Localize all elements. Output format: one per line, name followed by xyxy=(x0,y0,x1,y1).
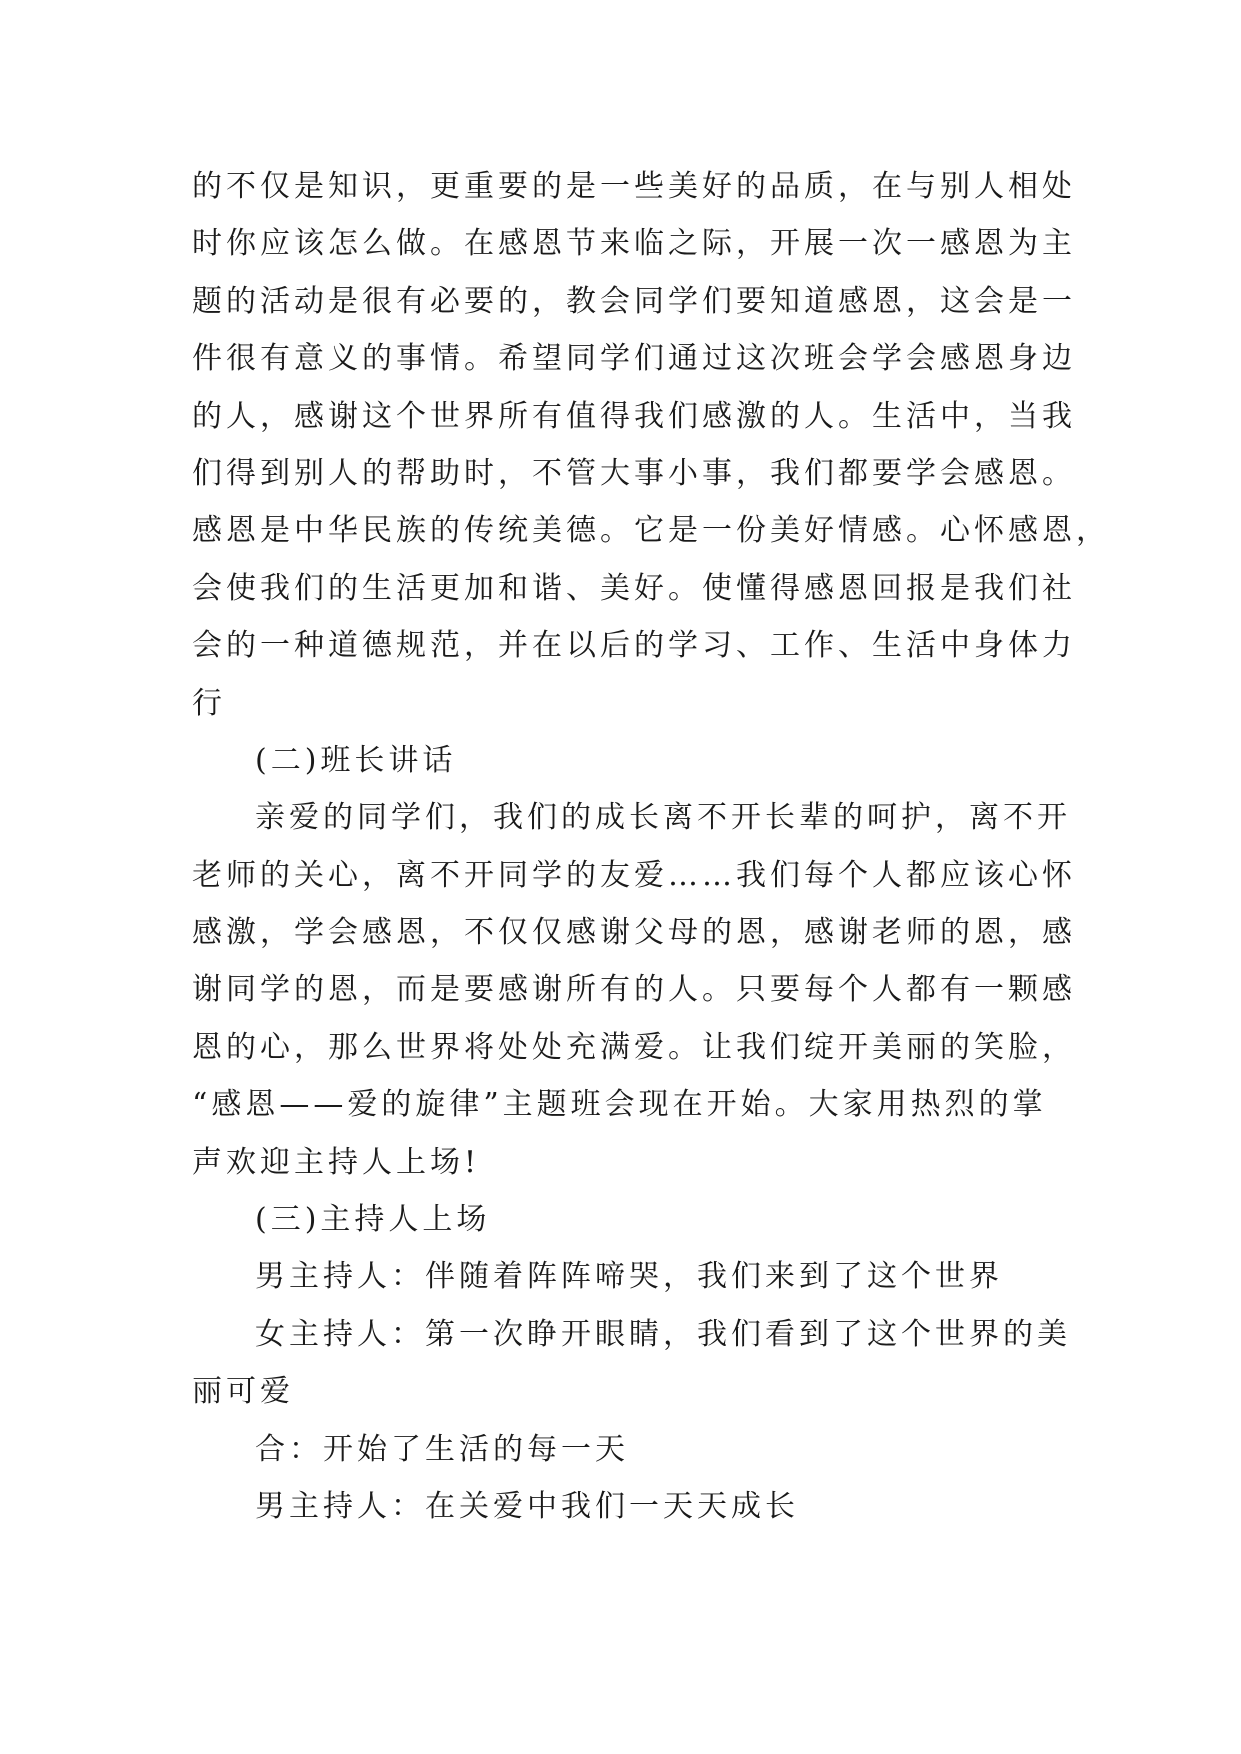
paragraph-line: 的不仅是知识，更重要的是一些美好的品质，在与别人相处 xyxy=(192,169,1076,204)
paragraph-line: 谢同学的恩，而是要感谢所有的人。只要每个人都有一颗感 xyxy=(192,972,1076,1008)
dialogue-line: 男主持人：在关爱中我们一天天成长 xyxy=(255,1488,799,1524)
paragraph-line: 们得到别人的帮助时，不管大事小事，我们都要学会感恩。 xyxy=(192,455,1076,491)
paragraph-line: 件很有意义的事情。希望同学们通过这次班会学会感恩身边 xyxy=(192,341,1076,377)
section-heading: (二)班长讲话 xyxy=(255,742,457,778)
dialogue-line: 男主持人：伴随着阵阵啼哭，我们来到了这个世界 xyxy=(255,1259,1003,1295)
dialogue-line: 合：开始了生活的每一天 xyxy=(255,1431,629,1467)
paragraph-line: 会使我们的生活更加和谐、美好。使懂得感恩回报是我们社 xyxy=(192,570,1076,606)
paragraph-line: 的人，感谢这个世界所有值得我们感激的人。生活中，当我 xyxy=(192,398,1076,434)
paragraph-line: 老师的关心，离不开同学的友爱……我们每个人都应该心怀 xyxy=(192,857,1076,893)
dialogue-line: 女主持人：第一次睁开眼睛，我们看到了这个世界的美 xyxy=(255,1316,1071,1352)
paragraph-line: 行 xyxy=(192,685,226,721)
paragraph-line: 感恩是中华民族的传统美德。它是一份美好情感。心怀感恩， xyxy=(192,513,1110,549)
paragraph-line: 时你应该怎么做。在感恩节来临之际，开展一次一感恩为主 xyxy=(192,226,1076,262)
dialogue-line: 丽可爱 xyxy=(192,1374,294,1410)
paragraph-line: 声欢迎主持人上场! xyxy=(192,1144,481,1180)
paragraph-line: 感激，学会感恩，不仅仅感谢父母的恩，感谢老师的恩，感 xyxy=(192,915,1076,951)
paragraph-line: 题的活动是很有必要的，教会同学们要知道感恩，这会是一 xyxy=(192,283,1076,319)
paragraph-line: 亲爱的同学们，我们的成长离不开长辈的呵护，离不开 xyxy=(255,800,1071,836)
paragraph-line: 恩的心，那么世界将处处充满爱。让我们绽开美丽的笑脸， xyxy=(192,1029,1076,1065)
paragraph-line: 会的一种道德规范，并在以后的学习、工作、生活中身体力 xyxy=(192,628,1076,664)
paragraph-line: “感恩——爱的旋律”主题班会现在开始。大家用热烈的掌 xyxy=(192,1087,1047,1123)
section-heading: (三)主持人上场 xyxy=(255,1202,491,1238)
document-body xyxy=(192,158,1110,1535)
